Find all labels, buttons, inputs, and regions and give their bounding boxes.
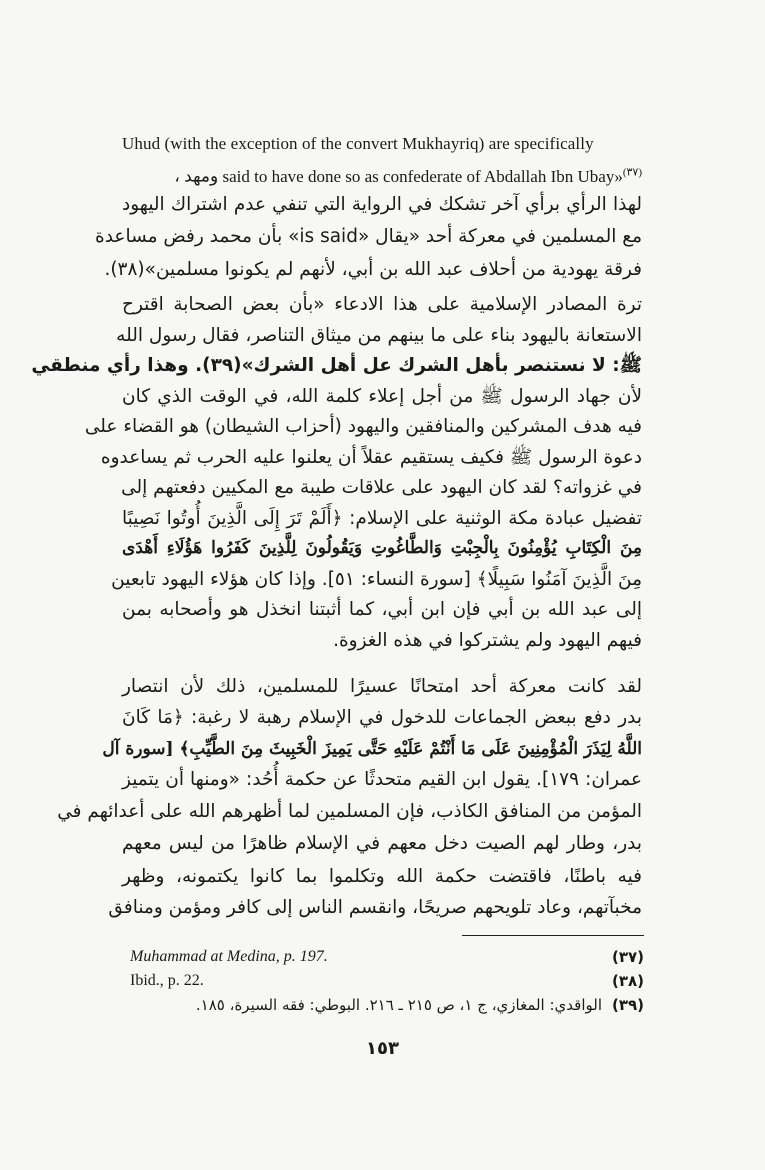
p1-line-3: فرقة يهودية من أحلاف عبد الله بن أبي، لأنهم لم يكونوا مسلمين»(٣٨).: [104, 259, 642, 280]
footnote-ref-37: (٣٧): [622, 166, 642, 178]
p3-line-3-quran: اللَّهُ لِيَذَرَ الْمُؤْمِنِينَ عَلَى مَا أَنْتُمْ عَلَيْهِ حَتَّى يَمِيزَ الْخَبِيثَ مِنَ الطَّيِّبِ﴾ [سورة آل: [102, 739, 642, 759]
footnote-39: [130, 996, 644, 1022]
p2-line-2: الاستعانة باليهود بناء على ما بينهم من ميثاق التناصر، فقال رسول الله: [116, 324, 642, 346]
footnote-rule: [462, 935, 644, 936]
p2-line-3: ﷺ: لا نستنصر بأهل الشرك عل أهل الشرك»(٣٩). وهذا رأي منطقي: [31, 355, 642, 376]
p1-line-2: مع المسلمين في معركة أحد «يقال «is said» بأن محمد رفض مساعدة: [95, 226, 642, 247]
english-line-2-text: said to have done so as confederate of Abdallah Ibn Ubay»$^{(٣٧)}$: [222, 166, 642, 186]
p3-line-6: بدر، وطار لهم الصيت دخل معهم في الإسلام ظاهرًا من ليس معهم: [122, 833, 642, 854]
p2-line-4: لأن جهاد الرسول ﷺ من أجل إعلاء كلمة الله، في الوقت الذي كان: [122, 385, 642, 407]
p2-line-6: دعوة الرسول ﷺ فكيف يستقيم عقلاً أن يعلنوا عليه الحرب ثم يساعدوه: [100, 446, 642, 468]
p3-line-5: المؤمن من المنافق الكاذب، فإن المسلمين لما أظهرهم الله على أعدائهم في: [57, 801, 642, 822]
footnote-37: [130, 948, 644, 974]
footnote-39-number: (٣٩): [611, 996, 644, 1014]
p2-line-10: مِنَ الَّذِينَ آمَنُوا سَبِيلًا﴾ [سورة النساء: ٥١]. وإذا كان هؤلاء اليهود تابعين: [111, 568, 642, 590]
p2-line-5: فيه هدف المشركين والمنافقين واليهود (أحزاب الشيطان) هو القضاء على: [84, 416, 642, 437]
footnote-38-text: Ibid., p. 22.: [130, 972, 204, 989]
p2-line-11: إلى عبد الله بن أبي فإن ابن أبي، كما أثبتنا انخذل هو وأصحابه بمن: [122, 599, 642, 620]
p2-line-12: فيهم اليهود ولم يشتركوا في هذه الغزوة.: [333, 629, 642, 651]
p2-line-9-quran: مِنَ الْكِتَابِ يُؤْمِنُونَ بِالْجِبْتِ وَالطَّاغُوتِ وَيَقُولُونَ لِلَّذِينَ كَفَرُوا هَؤُلَاءِ أَهْدَى: [122, 538, 642, 558]
p2-line-1: ترة المصادر الإسلامية على هذا الادعاء «بأن بعض الصحابة اقترح: [122, 294, 642, 315]
p3-line-1: لقد كانت معركة أحد امتحانًا عسيرًا للمسلمين، ذلك لأن انتصار: [122, 676, 642, 697]
footnote-39-text: الواقدي: المغازي، ج ١، ص ٢١٥ ـ ٢١٦. البوطي: فقه السيرة، ١٨٥.: [195, 996, 602, 1014]
footnote-38: [130, 972, 644, 998]
page-number: ١٥٣: [366, 1038, 399, 1059]
p3-line-8: مخبآتهم، وعاد تلويحهم صريحًا، وانقسم الناس إلى كافر ومؤمن ومنافق: [108, 897, 642, 918]
p1-line-1: لهذا الرأي برأي آخر تشكك في الرواية التي تنفي عدم اشتراك اليهود: [122, 194, 642, 215]
footnote-37-number: (٣٧): [611, 948, 644, 966]
footnote-37-text: Muhammad at Medina, p. 197.: [130, 948, 328, 965]
p2-line-7: في غزواته؟ لقد كان اليهود على علاقات طيبة مع المكيين دفعتهم إلى: [121, 477, 642, 498]
p3-line-4: عمران: ١٧٩]. يقول ابن القيم متحدثًا عن حكمة أُحُد: «ومنها أن يتميز: [122, 769, 643, 790]
p3-line-2: بدر دفع ببعض الجماعات للدخول في الإسلام رهبة لا رغبة: ﴿مَا كَانَ: [122, 707, 642, 728]
footnote-38-number: (٣٨): [611, 972, 644, 990]
p3-line-7: فيه باطنًا، فاقتضت حكمة الله وتكلموا بما كانوا يكتمونه، وظهر: [122, 866, 642, 887]
english-line-2: [122, 160, 642, 189]
english-line-1: Uhud (with the exception of the convert Mukhayriq) are specifically: [122, 134, 594, 153]
p2-line-8: تفضيل عبادة مكة الوثنية على الإسلام: ﴿أَلَمْ تَرَ إِلَى الَّذِينَ أُوتُوا نَصِيبًا: [122, 507, 642, 529]
arabic-lead: ، ومهد: [174, 166, 219, 186]
